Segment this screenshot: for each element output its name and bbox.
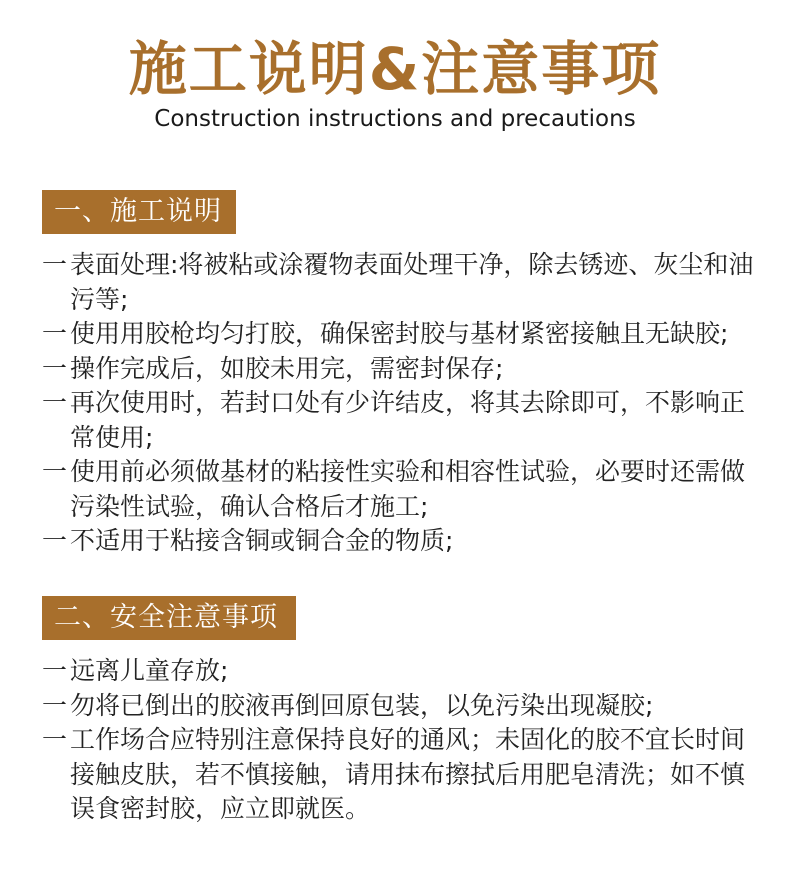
bullet-dash: 一 bbox=[42, 353, 68, 383]
list-item bbox=[42, 455, 762, 524]
bullet-dash: 一 bbox=[42, 725, 68, 754]
list-item-text: 表面处理:将被粘或涂覆物表面处理干净，除去锈迹、灰尘和油污等; bbox=[70, 250, 754, 314]
list-item-text: 勿将已倒出的胶液再倒回原包装，以免污染出现凝胶; bbox=[70, 690, 654, 720]
bullet-dash: 一 bbox=[42, 656, 68, 685]
list-item-text: 使用前必须做基材的粘接性实验和相容性试验，必要时还需做污染性试验，确认合格后才施工; bbox=[70, 457, 746, 521]
page-title: 施工说明&注意事项 bbox=[128, 35, 662, 103]
list-item bbox=[42, 524, 762, 559]
bullet-dash: 一 bbox=[42, 457, 68, 486]
list-item-text: 再次使用时，若封口处有少许结皮，将其去除即可，不影响正常使用; bbox=[70, 388, 746, 452]
list-item-text: 工作场合应特别注意保持良好的通风；未固化的胶不宜长时间接触皮肤，若不慎接触，请用抹布擦拭后用肥皂清洗；如不慎误食密封胶，应立即就医。 bbox=[70, 725, 746, 823]
list-item-text: 不适用于粘接含铜或铜合金的物质; bbox=[70, 526, 454, 555]
section-heading-construction: 一、施工说明 bbox=[42, 190, 236, 234]
list-item bbox=[42, 654, 762, 689]
list-item bbox=[42, 723, 762, 827]
list-item-text: 远离儿童存放; bbox=[70, 656, 229, 685]
list-item bbox=[42, 352, 762, 387]
safety-precautions-list bbox=[42, 654, 762, 827]
bullet-dash: 一 bbox=[42, 388, 68, 417]
list-item-text: 使用用胶枪均匀打胶，确保密封胶与基材紧密接触且无缺胶; bbox=[70, 319, 729, 348]
bullet-dash: 一 bbox=[42, 526, 68, 555]
page-subtitle: Construction instructions and precautions bbox=[154, 106, 636, 132]
section-heading-safety: 二、安全注意事项 bbox=[42, 596, 296, 640]
bullet-dash: 一 bbox=[42, 319, 68, 348]
list-item-text: 操作完成后，如胶未用完，需密封保存; bbox=[70, 353, 504, 383]
list-item bbox=[42, 689, 762, 724]
list-item bbox=[42, 317, 762, 352]
bullet-dash: 一 bbox=[42, 250, 68, 279]
list-item bbox=[42, 386, 762, 455]
list-item bbox=[42, 248, 762, 317]
construction-instructions-list bbox=[42, 248, 762, 559]
bullet-dash: 一 bbox=[42, 690, 68, 720]
